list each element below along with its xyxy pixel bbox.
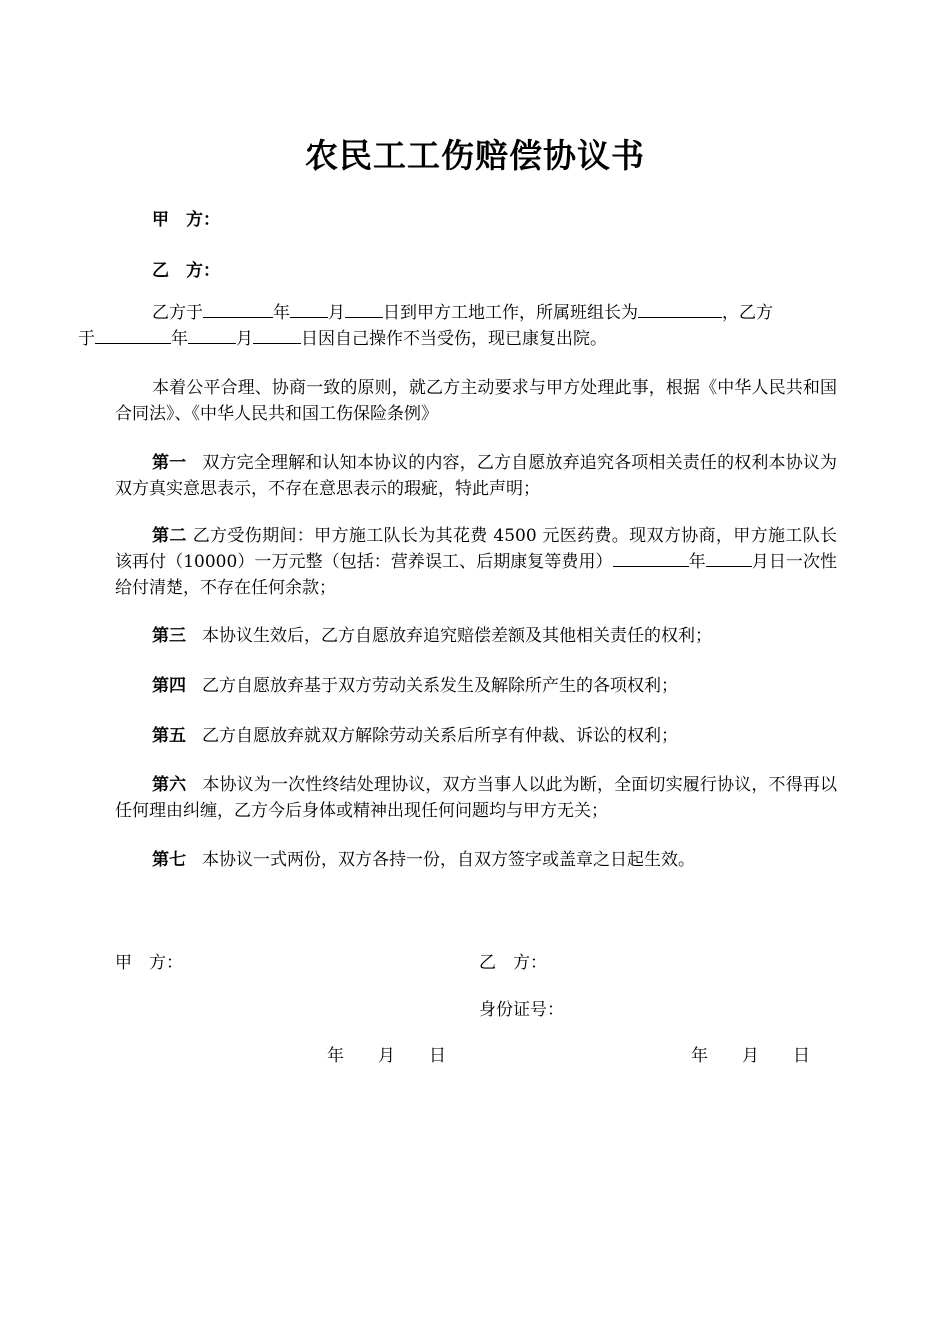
clause-text: 本协议为一次性终结处理协议，双方当事人以此为断，全面切实履行协议，不得再以任何理由纠缠，乙方今后身体或精神出现任何问题均与甲方无关； (115, 775, 838, 821)
clause-7 (115, 847, 837, 873)
clause-text: 本协议生效后，乙方自愿放弃追究赔偿差额及其他相关责任的权利； (202, 626, 712, 646)
signature-party-a: 甲 方： (115, 953, 183, 973)
clause-text: 日一次性给付清楚，不存在任何余款； (115, 552, 838, 598)
clause-5 (115, 723, 837, 749)
document-title: 农民工工伤赔偿协议书 (305, 136, 645, 175)
clause-text: 本协议一式两份，双方各持一份，自双方签字或盖章之日起生效。 (202, 850, 695, 870)
blank-field (345, 300, 383, 318)
blank-field (706, 549, 752, 567)
intro-text: 日到甲方工地工作，所属班组长为 (383, 303, 638, 323)
blank-field (290, 300, 328, 318)
blank-field (638, 300, 722, 318)
blank-field (253, 326, 301, 344)
clause-2 (115, 523, 837, 601)
blank-field (95, 326, 171, 344)
clause-title: 第一 (152, 453, 187, 473)
clause-1 (115, 450, 837, 502)
clause-text: 乙方自愿放弃就双方解除劳动关系后所享有仲裁、诉讼的权利； (202, 726, 678, 746)
signature-date-b: 年 月 日 (691, 1046, 810, 1066)
clause-6 (115, 772, 837, 824)
intro-paragraph (78, 300, 837, 352)
clause-title: 第五 (152, 726, 186, 746)
clause-text: 双方完全理解和认知本协议的内容，乙方自愿放弃追究各项相关责任的权利本协议为双方真实意思表示，不存在意思表示的瑕疵，特此声明； (115, 453, 838, 499)
clause-title: 第四 (152, 676, 186, 696)
blank-field (188, 326, 236, 344)
basis-paragraph: 本着公平合理、协商一致的原则，就乙方主动要求与甲方处理此事，根据《中华人民共和国合同法》、《中华人民共和国工伤保险条例》 (115, 378, 837, 424)
intro-text: ，乙方 (722, 303, 773, 323)
clause-title: 第三 (152, 626, 186, 646)
signature-party-b: 乙 方： (479, 953, 547, 973)
clause-title: 第六 (152, 775, 187, 795)
clause-text: 乙方自愿放弃基于双方劳动关系发生及解除所产生的各项权利； (202, 676, 678, 696)
party-a-header: 甲 方： (152, 210, 220, 230)
clause-title: 第七 (152, 850, 186, 870)
intro-text: 于 (78, 329, 95, 349)
clause-title: 第二 (152, 526, 187, 546)
intro-text: 乙方于 (152, 303, 203, 323)
signature-date-a: 年 月 日 (327, 1046, 446, 1066)
clause-text: 年 (688, 552, 706, 572)
intro-text: 月 (328, 303, 345, 323)
clause-4 (115, 673, 837, 699)
clause-text: 月 (751, 552, 769, 572)
signature-id-number: 身份证号： (479, 1000, 564, 1020)
blank-field (203, 300, 273, 318)
intro-text: 日因自己操作不当受伤，现已康复出院。 (301, 329, 607, 349)
blank-field (613, 549, 689, 567)
intro-text: 年 (273, 303, 290, 323)
intro-text: 年 (171, 329, 188, 349)
clause-3 (115, 623, 837, 649)
party-b-header: 乙 方： (152, 261, 220, 281)
intro-text: 月 (236, 329, 253, 349)
clause-text: 乙方受伤期间：甲方施工队长为其花费 4500 元医药费。现双方协商，甲方施工队长该再付（10000）一万元整（包括：营养误工、后期康复等费用） (115, 526, 837, 572)
